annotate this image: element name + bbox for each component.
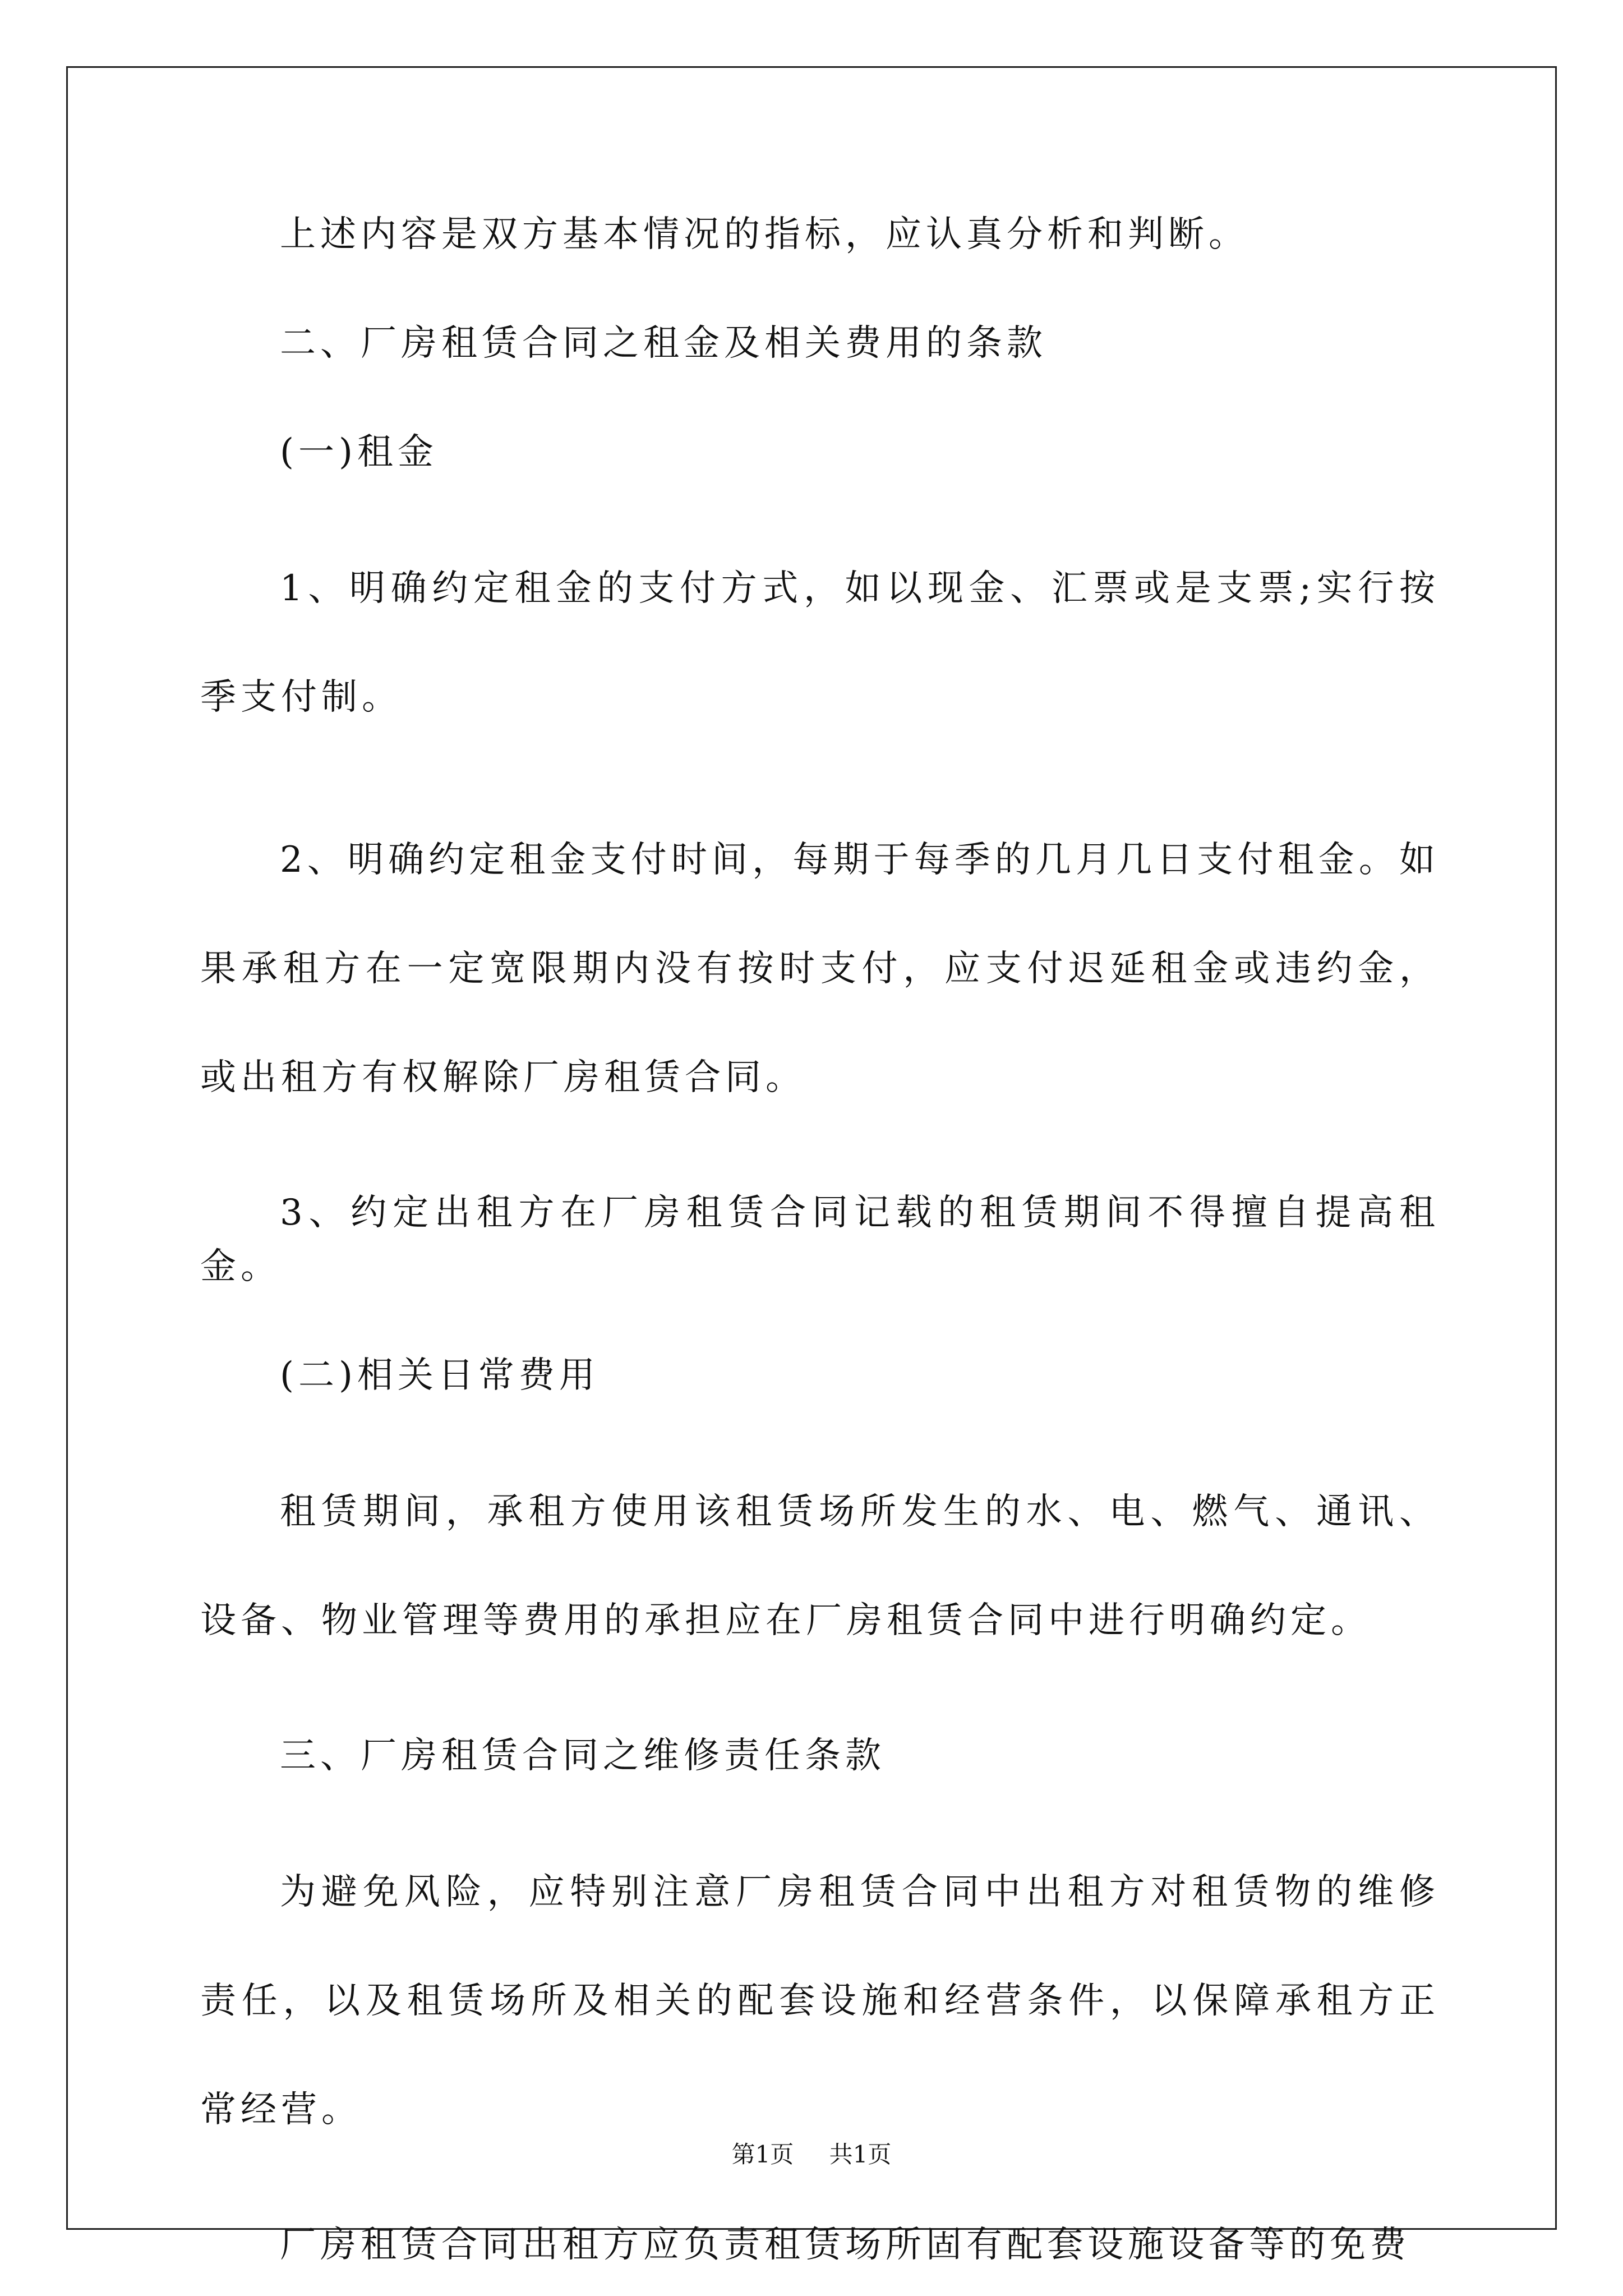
document-body: [200, 208, 1440, 2272]
subsection-heading: (一)租金: [280, 431, 438, 473]
paragraph: 租赁期间，承租方使用该租赁场所发生的水、电、燃气、通讯、设备、物业管理等费用的承担应在厂房租赁合同中进行明确约定。: [200, 1491, 1440, 1641]
paragraph: 3、约定出租方在厂房租赁合同记载的租赁期间不得擅自提高租金。: [200, 1192, 1440, 1287]
paragraph: 厂房租赁合同出租方应负责租赁场所固有配套设施设备等的免费: [280, 2224, 1410, 2266]
section-heading: 三、厂房租赁合同之维修责任条款: [280, 1735, 886, 1777]
page-total: 共1页: [829, 2141, 892, 2168]
paragraph: 1、明确约定租金的支付方式，如以现金、汇票或是支票;实行按季支付制。: [200, 568, 1440, 718]
page-footer: [0, 2136, 1623, 2170]
subsection-heading: (二)相关日常费用: [280, 1355, 600, 1396]
paragraph: 上述内容是双方基本情况的指标，应认真分析和判断。: [280, 214, 1249, 255]
paragraph: 2、明确约定租金支付时间，每期于每季的几月几日支付租金。如果承租方在一定宽限期内没有按时支付，应支付迟延租金或违约金，或出租方有权解除厂房租赁合同。: [200, 839, 1440, 1098]
page-number: 第1页: [731, 2141, 794, 2168]
section-heading: 二、厂房租赁合同之租金及相关费用的条款: [280, 323, 1047, 364]
paragraph: 为避免风险，应特别注意厂房租赁合同中出租方对租赁物的维修责任，以及租赁场所及相关的配套设施和经营条件，以保障承租方正常经营。: [200, 1871, 1440, 2131]
